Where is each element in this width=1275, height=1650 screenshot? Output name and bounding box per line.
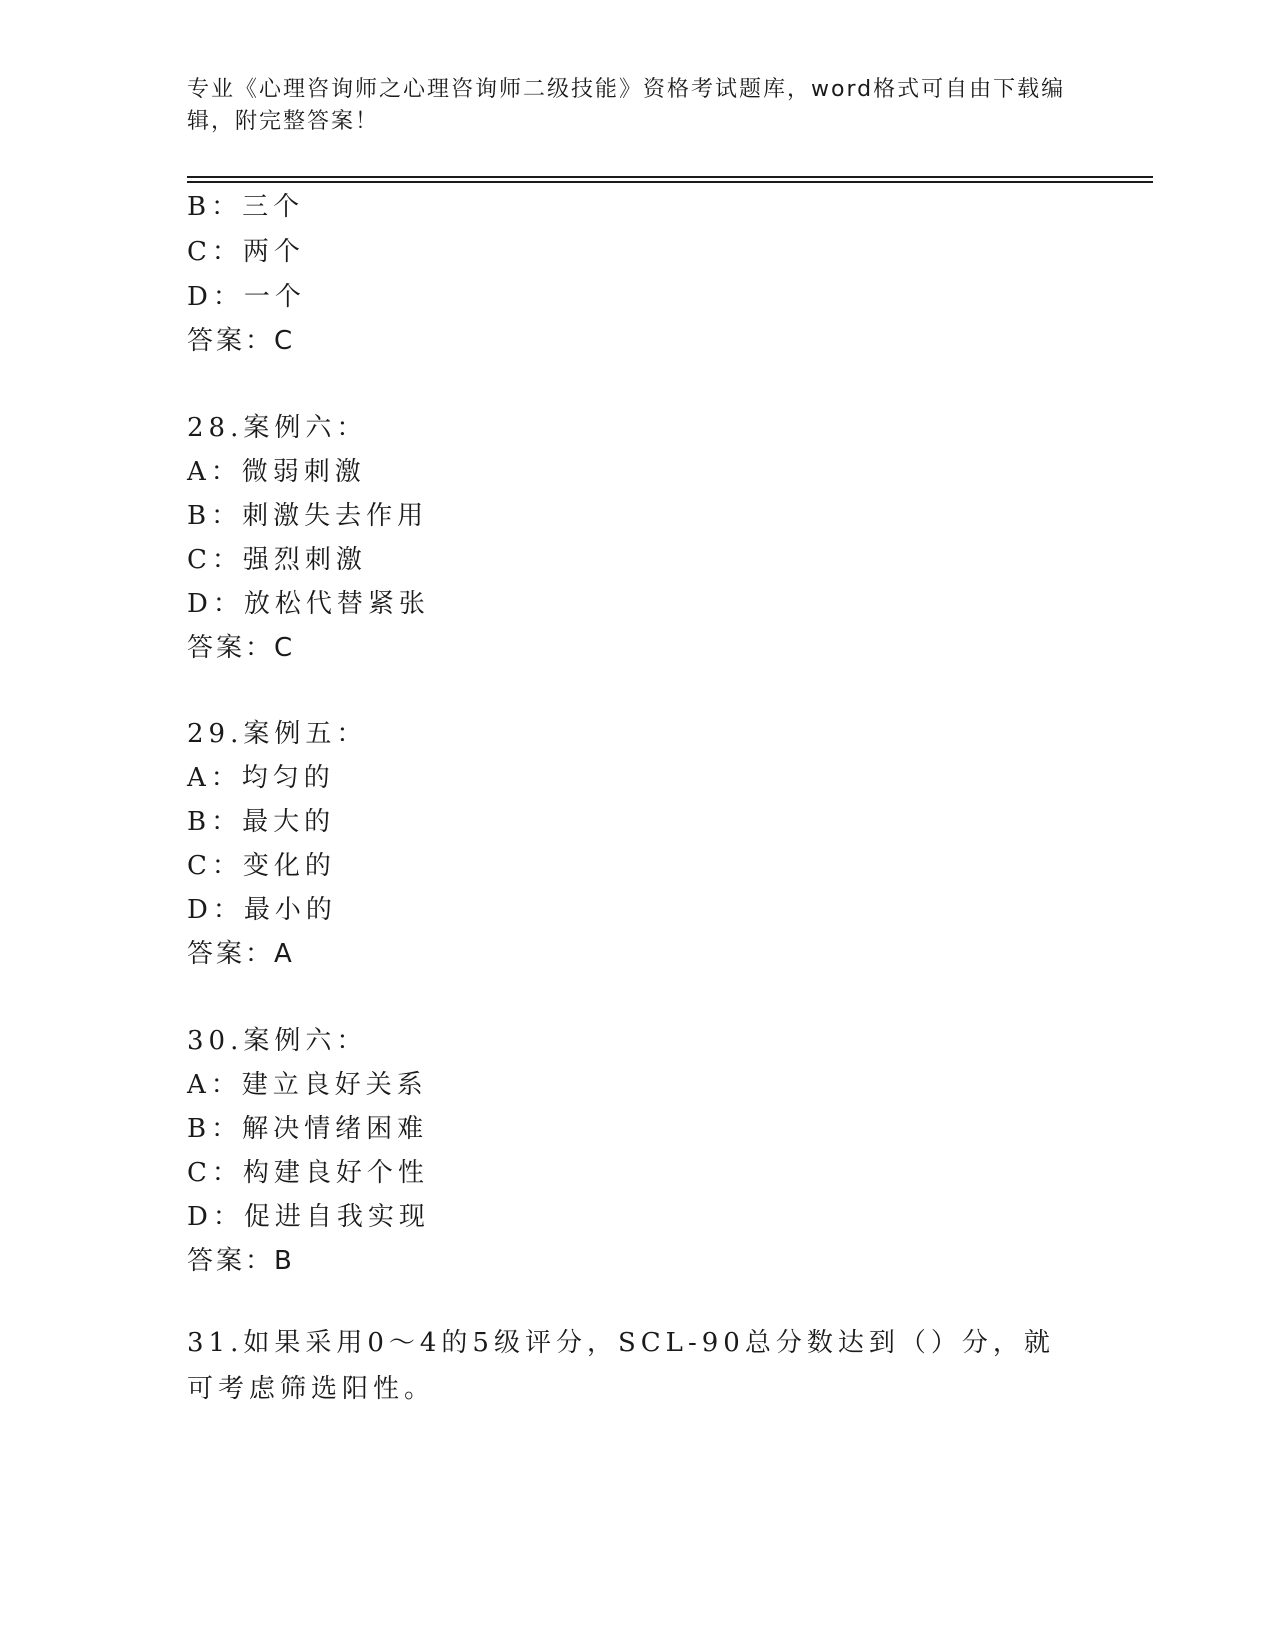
- option-c: C：两个: [187, 237, 305, 267]
- header-divider-top: [187, 176, 1153, 178]
- question-title: 30.案例六：: [187, 1026, 368, 1056]
- option-d: D：放松代替紧张: [187, 589, 430, 619]
- question-title: 29.案例五：: [187, 719, 368, 749]
- option-b: B：刺激失去作用: [187, 501, 429, 531]
- option-b: B：最大的: [187, 807, 336, 837]
- option-b: B：三个: [187, 192, 305, 222]
- option-d: D：一个: [187, 282, 306, 312]
- option-a: A：建立良好关系: [187, 1070, 428, 1100]
- option-c: C：强烈刺激: [187, 545, 367, 575]
- option-d: D：促进自我实现: [187, 1202, 430, 1232]
- answer-line: 答案：C: [187, 326, 296, 356]
- option-d: D：最小的: [187, 895, 337, 925]
- answer-line: 答案：B: [187, 1246, 295, 1276]
- option-a: A：均匀的: [187, 763, 335, 793]
- header-divider-bottom: [187, 181, 1153, 183]
- option-c: C：构建良好个性: [187, 1158, 429, 1188]
- question-title: 28.案例六：: [187, 413, 368, 443]
- answer-line: 答案：A: [187, 939, 295, 969]
- answer-line: 答案：C: [187, 633, 296, 663]
- option-c: C：变化的: [187, 851, 336, 881]
- question-title: 31.如果采用0～4的5级评分，SCL-90总分数达到（）分，就可考虑筛选阳性。: [187, 1328, 1055, 1404]
- option-b: B：解决情绪困难: [187, 1114, 429, 1144]
- option-a: A：微弱刺激: [187, 457, 366, 487]
- document-header: 专业《心理咨询师之心理咨询师二级技能》资格考试题库，word格式可自由下载编辑，附完整答案！: [187, 77, 1066, 134]
